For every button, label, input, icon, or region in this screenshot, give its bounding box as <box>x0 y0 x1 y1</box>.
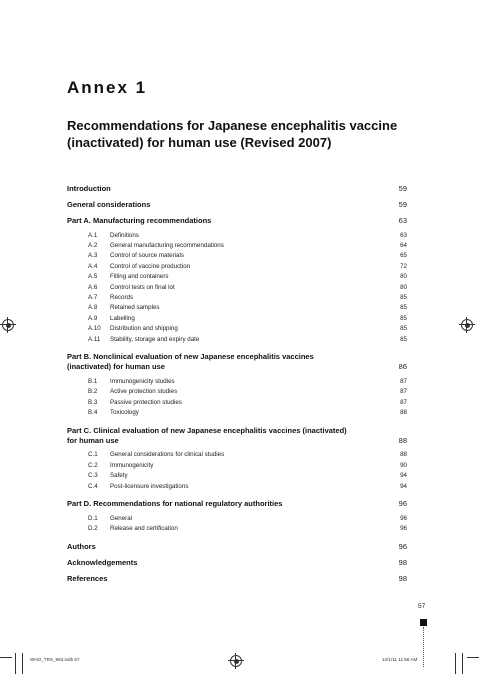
toc-page-number: 80 <box>400 273 407 281</box>
toc-subentry[interactable] <box>67 241 407 251</box>
toc-subentry-title: Active protection studies <box>110 388 178 396</box>
toc-subentry-title: Control of source materials <box>110 252 184 260</box>
toc-subentry-title: Definitions <box>110 231 139 239</box>
toc-subentry[interactable] <box>67 283 407 293</box>
toc-page-number: 80 <box>400 283 407 291</box>
toc-subentry-number: A.4 <box>88 262 98 270</box>
toc-subentry[interactable] <box>67 408 407 418</box>
toc-subentry[interactable] <box>67 324 407 334</box>
toc-page-number: 94 <box>400 482 407 490</box>
toc-subentry-title: General manufacturing recommendations <box>110 241 224 249</box>
document-title: Recommendations for Japanese encephalitis vaccine (inactivated) for human use (Revised 2007) <box>67 118 398 150</box>
toc-subentry-title: Distribution and shipping <box>110 325 178 333</box>
toc-subentry-number: A.3 <box>88 252 98 260</box>
toc-subentry-title: Control tests on final lot <box>110 283 175 291</box>
toc-entry-label: Part D. Recommendations for national regulatory authorities <box>67 499 283 509</box>
toc-entry-label: References <box>67 574 108 584</box>
registration-mark-right-icon <box>461 319 473 331</box>
part-a-subsections <box>67 231 407 345</box>
toc-subentry-number: A.9 <box>88 314 98 322</box>
toc-subentry[interactable] <box>67 335 407 345</box>
toc-page-number: 85 <box>400 325 407 333</box>
crop-mark-icon <box>467 657 479 658</box>
toc-subentry-title: Retained samples <box>110 304 160 312</box>
toc-entry-part-d[interactable] <box>67 499 407 509</box>
crop-mark-icon <box>15 653 16 674</box>
toc-entry-label: Authors <box>67 542 96 552</box>
toc-subentry[interactable] <box>67 387 407 397</box>
toc-subentry-number: A.2 <box>88 241 98 249</box>
toc-entry-references[interactable] <box>67 574 407 584</box>
toc-subentry-title: Control of vaccine production <box>110 262 191 270</box>
toc-subentry-title: Stability, storage and expiry date <box>110 335 200 343</box>
toc-subentry[interactable] <box>67 231 407 241</box>
toc-subentry[interactable] <box>67 251 407 261</box>
toc-page-number: 96 <box>400 525 407 533</box>
part-c-subsections <box>67 450 407 492</box>
toc-subentry-title: General considerations for clinical studies <box>110 451 225 459</box>
toc-subentry[interactable] <box>67 398 407 408</box>
toc-page-number: 85 <box>400 335 407 343</box>
toc-subentry-title: Release and certification <box>110 525 178 533</box>
toc-entry-label: Part B. Nonclinical evaluation of new Japanese encephalitis vaccines (inactivated) for human use <box>67 352 314 372</box>
toc-subentry[interactable] <box>67 303 407 313</box>
table-of-contents <box>67 184 407 584</box>
toc-subentry-title: Post-licensure investigations <box>110 482 189 490</box>
toc-page-number: 96 <box>398 542 407 552</box>
toc-subentry[interactable] <box>67 450 407 460</box>
toc-subentry[interactable] <box>67 293 407 303</box>
toc-subentry-title: Passive protection studies <box>110 398 182 406</box>
folio-marker-icon <box>420 619 427 626</box>
toc-subentry-title: Immunogenicity <box>110 461 154 469</box>
toc-page-number: 87 <box>400 388 407 396</box>
toc-entry-label: General considerations <box>67 200 151 209</box>
toc-page-number: 72 <box>400 262 407 270</box>
toc-page-number: 85 <box>400 304 407 312</box>
toc-entry-label: Introduction <box>67 184 111 193</box>
toc-page-number: 94 <box>400 472 407 480</box>
toc-page-number: 85 <box>400 293 407 301</box>
toc-entry-general-considerations[interactable] <box>67 200 407 210</box>
toc-subentry-number: B.1 <box>88 377 98 385</box>
toc-subentry-title: Records <box>110 293 134 301</box>
part-d-subsections <box>67 514 407 535</box>
toc-page-number: 59 <box>398 200 407 209</box>
toc-subentry-number: C.3 <box>88 472 98 480</box>
part-b-subsections <box>67 377 407 419</box>
toc-subentry-number: C.4 <box>88 482 98 490</box>
toc-entry-part-b[interactable] <box>67 352 407 372</box>
toc-subentry[interactable] <box>67 471 407 481</box>
toc-entry-introduction[interactable] <box>67 184 407 194</box>
toc-page-number: 88 <box>400 451 407 459</box>
registration-mark-left-icon <box>2 319 14 331</box>
toc-page-number: 87 <box>400 398 407 406</box>
annex-heading: Annex 1 <box>67 78 148 97</box>
toc-subentry-number: A.6 <box>88 283 98 291</box>
toc-entry-part-c[interactable] <box>67 426 407 446</box>
toc-subentry-number: D.2 <box>88 525 98 533</box>
toc-subentry-number: A.7 <box>88 293 98 301</box>
toc-subentry[interactable] <box>67 524 407 534</box>
toc-subentry[interactable] <box>67 461 407 471</box>
slug-timestamp: 12/1/11 11:58 AM <box>382 657 418 662</box>
slug-file-name: WHO_TRS_963.indb 57 <box>30 657 80 662</box>
toc-subentry[interactable] <box>67 272 407 282</box>
registration-mark-bottom-icon <box>230 655 242 667</box>
toc-subentry-title: Toxicology <box>110 409 139 417</box>
toc-entry-label: Part A. Manufacturing recommendations <box>67 216 212 225</box>
crop-mark-icon <box>22 653 23 674</box>
toc-entry-acknowledgements[interactable] <box>67 558 407 568</box>
toc-page-number: 96 <box>400 514 407 522</box>
toc-page-number: 64 <box>400 241 407 249</box>
toc-page-number: 86 <box>398 362 407 372</box>
toc-page-number: 90 <box>400 461 407 469</box>
toc-subentry-title: Immunogenicity studies <box>110 377 175 385</box>
toc-page-number: 96 <box>398 499 407 509</box>
toc-subentry-number: A.1 <box>88 231 98 239</box>
crop-mark-icon <box>455 653 456 674</box>
toc-subentry[interactable] <box>67 482 407 492</box>
toc-subentry-number: C.2 <box>88 461 98 469</box>
toc-subentry-number: B.3 <box>88 398 98 406</box>
toc-page-number: 98 <box>398 558 407 568</box>
toc-subentry-number: A.10 <box>88 325 101 333</box>
fold-guide-line <box>423 627 424 667</box>
toc-entry-label: Acknowledgements <box>67 558 138 568</box>
toc-page-number: 63 <box>400 231 407 239</box>
toc-page-number: 87 <box>400 377 407 385</box>
toc-subentry-number: A.8 <box>88 304 98 312</box>
toc-subentry-title: Labelling <box>110 314 135 322</box>
toc-subentry[interactable] <box>67 514 407 524</box>
toc-page-number: 88 <box>398 435 407 445</box>
toc-subentry-title: Filling and containers <box>110 273 169 281</box>
toc-entry-part-a[interactable] <box>67 216 407 226</box>
toc-subentry-title: General <box>110 514 133 522</box>
crop-mark-icon <box>462 653 463 674</box>
toc-subentry-number: C.1 <box>88 451 98 459</box>
toc-subentry[interactable] <box>67 262 407 272</box>
toc-subentry-number: B.2 <box>88 388 98 396</box>
crop-mark-icon <box>0 657 12 658</box>
toc-page-number: 98 <box>398 574 407 584</box>
page-number: 57 <box>418 603 426 610</box>
toc-page-number: 59 <box>398 184 407 193</box>
toc-subentry[interactable] <box>67 377 407 387</box>
toc-subentry[interactable] <box>67 314 407 324</box>
toc-page-number: 88 <box>400 409 407 417</box>
toc-subentry-number: A.5 <box>88 273 98 281</box>
toc-subentry-number: B.4 <box>88 409 98 417</box>
toc-subentry-number: A.11 <box>88 335 101 343</box>
toc-page-number: 63 <box>398 216 407 225</box>
toc-entry-authors[interactable] <box>67 542 407 552</box>
toc-page-number: 65 <box>400 252 407 260</box>
toc-entry-label: Part C. Clinical evaluation of new Japanese encephalitis vaccines (inactivated) for human use <box>67 425 347 445</box>
toc-subentry-title: Safety <box>110 472 128 480</box>
toc-subentry-number: D.1 <box>88 514 98 522</box>
toc-page-number: 85 <box>400 314 407 322</box>
